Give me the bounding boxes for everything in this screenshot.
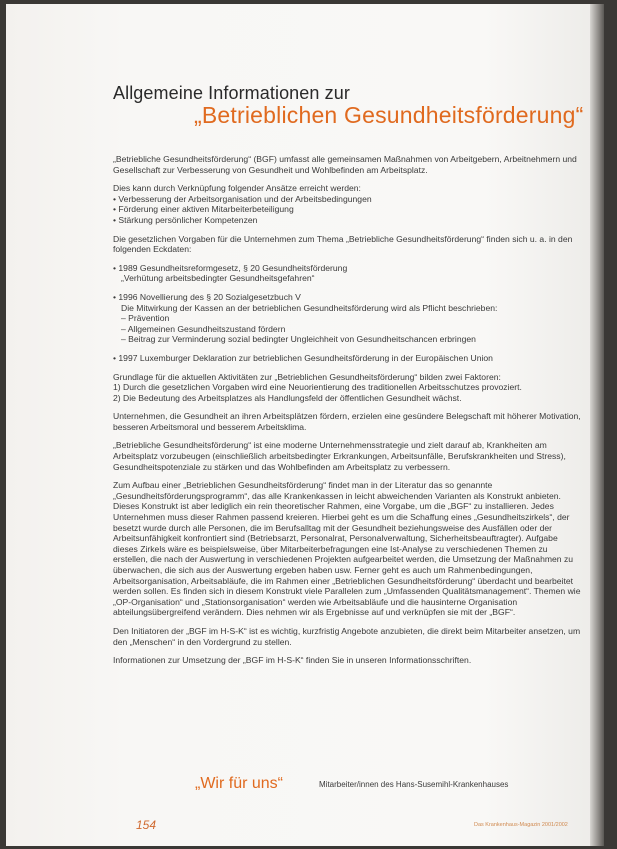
legal-sub-item: – Beitrag zur Verminderung sozial bedingter Ungleichheit von Gesundheitschancen erbringen	[121, 334, 476, 345]
legal-lead: Die gesetzlichen Vorgaben für die Unternehmen zum Thema „Betriebliche Gesundheitsförderung“ finden sich u. a. in den folgenden Eckdaten:	[113, 233, 573, 255]
approaches-lead: Dies kann durch Verknüpfung folgender Ansätze erreicht werden:	[113, 183, 361, 194]
structure-paragraph: Zum Aufbau einer „Betrieblichen Gesundheitsförderung“ findet man in der Literatur das so genannte „Gesundheitsförderungsprogramm“, das alle Krankenkassen in leicht abweichenden Varianten als Konstrukt anbieten. Dieses Konstrukt ist aber lediglich ein rein theoretischer Rahmen, eine Vorgabe, um die „BGF“ zu installieren. Jedes Unternehmen muss dieser Rahmen passend kreieren. Hierbei geht es um die Schaffung eines „Gesundheitszirkels“, der besetzt wurde durch alle Personen, die im Berufsalltag mit der Gesundheit beziehungsweise des Ausfällen oder der Arbeitsunfähigkeit konfrontiert sind (Betriebsarzt, Personalrat, Personalverwaltung, Sicherheitsbeauftragter). Aufgabe dieses Zirkels wäre es beispielsweise, über Mitarbeiterbefragungen eine Ist-Analyse zu verschiedenen Themen zu erstellen, die nach der Auswertung in verschiedenen Projekten aufgearbeitet werden, die Umsetzung der Maßnahmen zu überwachen, die sich aus der Auswertung ergeben haben usw. Ferner geht es auch um Rahmenbedingungen, Arbeitsorganisation, Arbeitsabläufe, die im Rahmen einer „Betrieblichen Gesundheitsförderung“ überdacht und bearbeitet werden sollen. Es finden sich in diesem Konstrukt viele Parallelen zum „Umfassenden Qualitätsmanagement“. Themen wie „OP-Organisation“ und „Stationsorganisation“ werden wie Arbeitsabläufe und die hausinterne Organisation abteilungsübergreifend verändern. Dies nehmen wir als Ergebnisse auf und verknüpfen sie mit der „BGF“.	[113, 480, 581, 618]
closing-signature: Mitarbeiter/innen des Hans-Susemihl-Krankenhauses	[319, 780, 509, 789]
footer-note: Das Krankenhaus-Magazin 2001/2002	[474, 822, 568, 828]
initiators-paragraph: Den Initiatoren der „BGF im H-S-K“ ist es wichtig, kurzfristig Angebote anzubieten, die direkt beim Mitarbeiter ansetzen, um den „Menschen“ in den Vordergrund zu stellen.	[113, 625, 581, 647]
info-paragraph: Informationen zur Umsetzung der „BGF im H-S-K“ finden Sie in unseren Informationsschriften.	[113, 655, 472, 666]
body-text	[113, 154, 581, 674]
legal-item-title: • 1989 Gesundheitsreformgesetz, § 20 Gesundheitsförderung	[113, 263, 581, 274]
legal-sub-item: – Prävention	[121, 313, 170, 324]
approaches-section	[113, 183, 581, 225]
document-page	[6, 4, 604, 846]
factor-item: 1) Durch die gesetzlichen Vorgaben wird eine Neuorientierung des traditionellen Arbeitsschutzes provoziert.	[113, 382, 522, 393]
closing-motto: „Wir für uns“	[195, 775, 283, 792]
page-title-line2: „Betrieblichen Gesundheitsförderung“	[194, 102, 584, 128]
goal-paragraph: Unternehmen, die Gesundheit an ihren Arbeitsplätzen fördern, erzielen eine gesündere Belegschaft mit höherer Motivation, besseren Arbeitsmoral und besserem Arbeitsklima.	[113, 411, 581, 432]
factors-section	[113, 372, 581, 404]
approaches-list	[113, 194, 581, 226]
factors-lead: Grundlage für die aktuellen Aktivitäten zur „Betrieblichen Gesundheitsförderung“ bilden zwei Faktoren:	[113, 371, 501, 382]
legal-item-1	[113, 263, 581, 284]
legal-item-2	[113, 292, 581, 345]
legal-item-sub: „Verhütung arbeitsbedingter Gesundheitsgefahren“	[121, 273, 315, 284]
intro-paragraph: „Betriebliche Gesundheitsförderung“ (BGF) umfasst alle gemeinsamen Maßnahmen von Arbeitgebern, Arbeitnehmern und Gesellschaft zur Verbesserung von Gesundheit und Wohlbefinden am Arbeitsplatz.	[113, 154, 577, 175]
list-item: • Verbesserung der Arbeitsorganisation und der Arbeitsbedingungen	[113, 194, 581, 205]
legal-sub-item: – Allgemeinen Gesundheitszustand fördern	[121, 323, 286, 334]
binding-edge	[590, 4, 604, 846]
page-title-line1: Allgemeine Informationen zur	[113, 83, 350, 103]
legal-item-3: • 1997 Luxemburger Deklaration zur betrieblichen Gesundheitsförderung in der Europäischen Union	[113, 353, 581, 364]
strategy-paragraph: „Betriebliche Gesundheitsförderung“ ist eine moderne Unternehmensstrategie und zielt darauf ab, Krankheiten am Arbeitsplatz vorzubeugen (einschließlich arbeitsbedingter Erkrankungen, Arbeitsunfälle, Berufskrankheiten und Stress), Gesundheitspotenziale zu stärken und das Wohlbefinden am Arbeitsplatz zu verbessern.	[113, 440, 566, 472]
list-item: • Stärkung persönlicher Kompetenzen	[113, 215, 581, 226]
factor-item: 2) Die Bedeutung des Arbeitsplatzes als Handlungsfeld der öffentlichen Gesundheit wächst.	[113, 392, 462, 403]
legal-item-title: • 1996 Novellierung des § 20 Sozialgesetzbuch V	[113, 292, 581, 303]
list-item: • Förderung einer aktiven Mitarbeiterbeteiligung	[113, 204, 581, 215]
legal-item-text: Die Mitwirkung der Kassen an der betrieblichen Gesundheitsförderung wird als Pflicht beschrieben:	[121, 302, 498, 313]
page-number: 154	[136, 818, 157, 832]
